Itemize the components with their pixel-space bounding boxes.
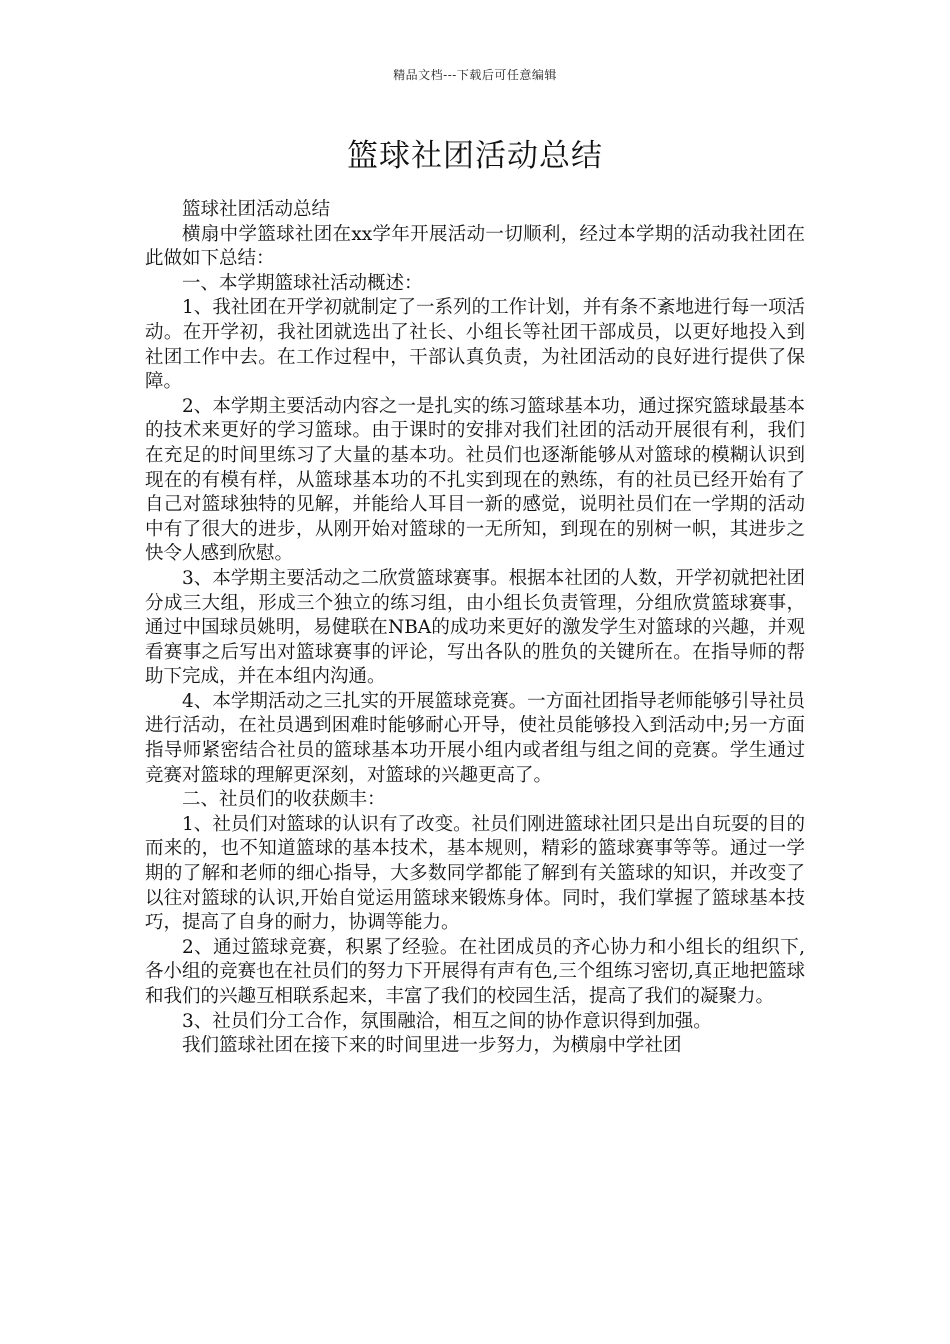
paragraph-overview-2: 2、本学期主要活动内容之一是扎实的练习篮球基本功，通过探究篮球最基本的技术来更好的学习篮球。由于课时的安排对我们社团的活动开展很有利，我们在充足的时间里练习了大量的基本功。社员们也逐渐能够从对篮球的模糊认识到现在的有模有样，从篮球基本功的不扎实到现在的熟练，有的社员已经开始有了自己对篮球独特的见解，并能给人耳目一新的感觉，说明社员们在一学期的活动中有了很大的进步，从刚开始对篮球的一无所知，到现在的别树一帜，其进步之快令人感到欣慰。 [145, 395, 805, 565]
paragraph-gains-3: 3、社员们分工合作，氛围融洽，相互之间的协作意识得到加强。 [182, 1010, 712, 1032]
header-watermark: 精品文档---下载后可任意编辑 [393, 68, 557, 82]
paragraph-overview-3: 3、本学期主要活动之二欣赏篮球赛事。根据本社团的人数，开学初就把社团分成三大组，形成三个独立的练习组，由小组长负责管理，分组欣赏篮球赛事，通过中国球员姚明，易健联在NBA的成功来更好的激发学生对篮球的兴趣，并观看赛事之后写出对篮球赛事的评论，写出各队的胜负的关键所在。在指导师的帮助下完成，并在本组内沟通。 [145, 567, 805, 688]
paragraph-gains-2: 2、通过篮球竞赛，积累了经验。在社团成员的齐心协力和小组长的组织下,各小组的竞赛也在社员们的努力下开展得有声有色,三个组练习密切,真正地把篮球和我们的兴趣互相联系起来，丰富了我们的校园生活，提高了我们的凝聚力。 [145, 936, 805, 1007]
paragraph-closing: 我们篮球社团在接下来的时间里进一步努力，为横扇中学社团 [182, 1035, 682, 1057]
paragraph-gains-1: 1、社员们对篮球的认识有了改变。社员们刚进篮球社团只是出自玩耍的目的而来的，也不知道篮球的基本技术，基本规则，精彩的篮球赛事等等。通过一学期的了解和老师的细心指导，大多数同学都能了解到有关篮球的知识，并改变了以往对篮球的认识,开始自觉运用篮球来锻炼身体。同时，我们掌握了篮球基本技巧，提高了自身的耐力，协调等能力。 [145, 813, 805, 934]
paragraph-overview-1: 1、我社团在开学初就制定了一系列的工作计划，并有条不紊地进行每一项活动。在开学初，我社团就选出了社长、小组长等社团干部成员，以更好地投入到社团工作中去。在工作过程中，干部认真负责，为社团活动的良好进行提供了保障。 [145, 297, 805, 393]
paragraph-subtitle: 篮球社团活动总结 [182, 199, 331, 220]
section-heading-gains: 二、社员们的收获颇丰： [182, 789, 386, 811]
paragraph-overview-4: 4、本学期活动之三扎实的开展篮球竞赛。一方面社团指导老师能够引导社员进行活动，在社员遇到困难时能够耐心开导，使社员能够投入到活动中;另一方面指导师紧密结合社员的篮球基本功开展小组内或者组与组之间的竞赛。学生通过竞赛对篮球的理解更深刻，对篮球的兴趣更高了。 [145, 690, 805, 786]
document-body [145, 198, 805, 1059]
section-heading-overview: 一、本学期篮球社活动概述： [182, 272, 423, 294]
paragraph-intro: 横扇中学篮球社团在xx学年开展活动一切顺利，经过本学期的活动我社团在此做如下总结： [145, 223, 805, 270]
document-title: 篮球社团活动总结 [347, 138, 603, 174]
